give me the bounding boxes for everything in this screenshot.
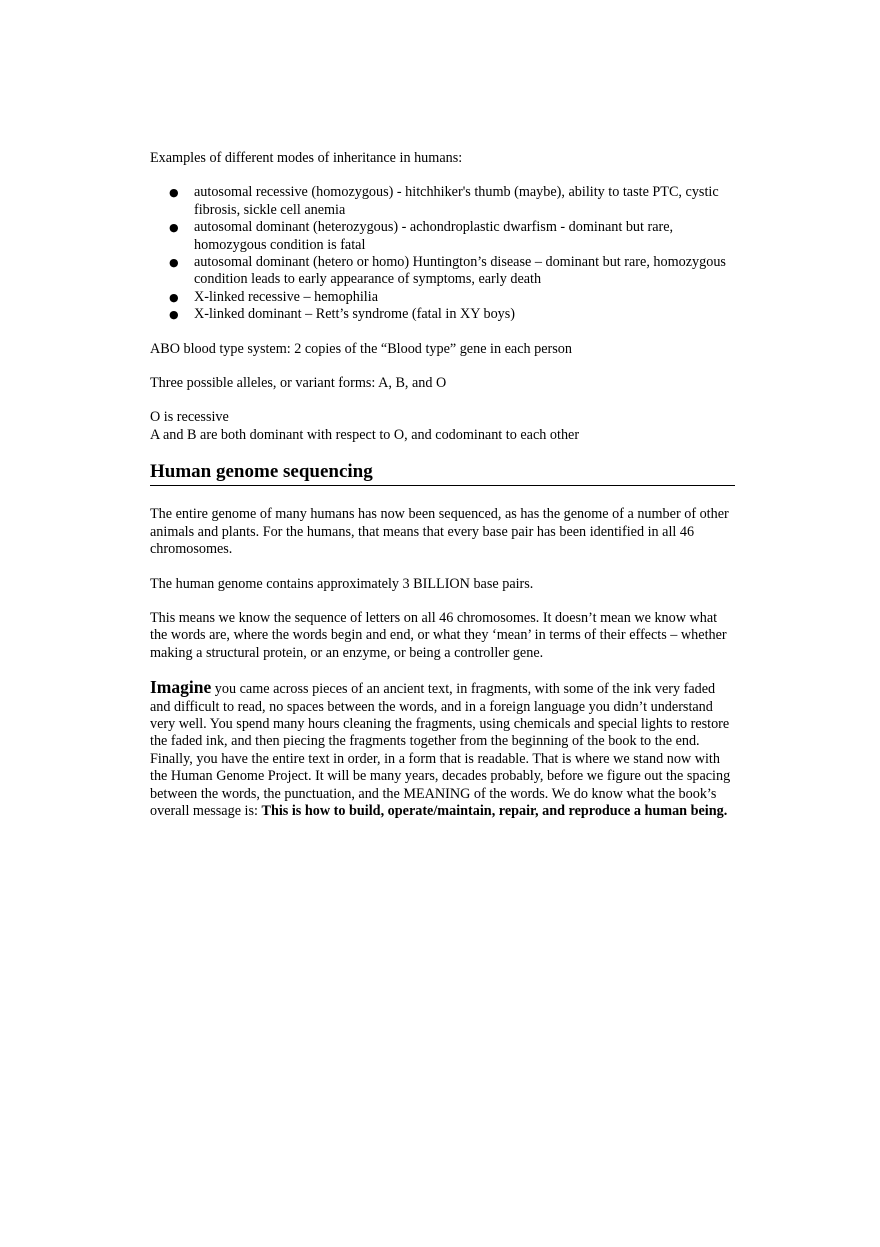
imagine-lead-word: Imagine (150, 677, 212, 698)
list-item-text: autosomal recessive (homozygous) - hitchhiker's thumb (maybe), ability to taste PTC, cystic fibrosis, sickle cell anemia (194, 184, 719, 218)
imagine-paragraph (150, 679, 735, 820)
inheritance-intro: Examples of different modes of inheritance in humans: (150, 150, 463, 166)
bullet-icon: ● (169, 221, 179, 235)
list-item (150, 184, 735, 219)
document-page (150, 150, 735, 837)
imagine-body: you came across pieces of an ancient text, in fragments, with some of the ink very faded and difficult to read, no spaces between the words, and in a foreign language you didn’t understand very well. You spend many hours cleaning the fragments, using chemicals and special lights to restore the faded ink, and then piecing the fragments together from the beginning of the book to the end. Finally, you have the entire text in order, in a form that is readable. That is where we stand now with the Human Genome Project. It will be many years, decades probably, before we figure out the spacing between the words, the punctuation, and the MEANING of the words. We do know what the book’s overall message is: (150, 681, 731, 819)
blood-type-alleles: Three possible alleles, or variant forms: A, B, and O (150, 375, 447, 392)
list-item-text: X-linked dominant – Rett’s syndrome (fatal in XY boys) (194, 306, 516, 323)
list-item-text: autosomal dominant (hetero or homo) Huntington’s disease – dominant but rare, homozygous condition leads to early appearance of symptoms, early death (194, 254, 726, 288)
dominant-note: A and B are both dominant with respect to O, and codominant to each other (150, 426, 580, 443)
list-item-text: X-linked recessive – hemophilia (194, 288, 378, 305)
genome-paragraph-2: The human genome contains approximately 3 BILLION base pairs. (150, 575, 534, 592)
bullet-icon: ● (169, 256, 179, 270)
blood-type-system: ABO blood type system: 2 copies of the “Blood type” gene in each person (150, 340, 572, 357)
genome-paragraph-3: This means we know the sequence of letters on all 46 chromosomes. It doesn’t mean we know what the words are, where the words begin and end, or what they ‘mean’ in terms of their effects – whether making a structural protein, or an enzyme, or being a controller gene. (150, 609, 727, 661)
list-item-text: autosomal dominant (heterozygous) - achondroplastic dwarfism - dominant but rare, homozygous condition is fatal (194, 219, 674, 253)
list-item (150, 254, 735, 289)
bullet-icon: ● (169, 290, 179, 304)
bullet-icon: ● (169, 308, 179, 322)
blood-type-dominance (150, 409, 735, 444)
list-item (150, 289, 735, 306)
genome-paragraph-1: The entire genome of many humans has now been sequenced, as has the genome of a number of other animals and plants. For the humans, that means that every base pair has been identified in all 46 chromosomes. (150, 506, 729, 558)
imagine-conclusion: This is how to build, operate/maintain, repair, and reproduce a human being. (261, 802, 728, 819)
bullet-icon: ● (169, 186, 179, 200)
section-heading: Human genome sequencing (150, 461, 735, 486)
list-item (150, 219, 735, 254)
list-item (150, 306, 735, 323)
recessive-note: O is recessive (150, 409, 229, 426)
inheritance-modes-list (150, 184, 735, 323)
